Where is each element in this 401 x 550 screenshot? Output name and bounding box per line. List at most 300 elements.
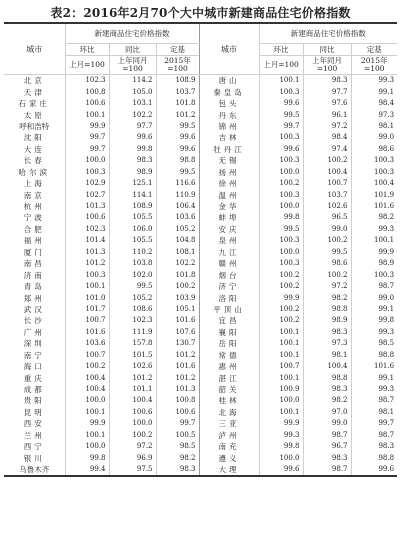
fixed-cell: 100.3	[351, 167, 397, 178]
mom-cell: 99.9	[65, 121, 109, 132]
mom-cell: 103.6	[65, 338, 109, 349]
table-row	[4, 201, 397, 212]
yoy-cell: 98.6	[303, 258, 351, 269]
city-cell: 泉州	[199, 235, 259, 246]
mom-cell: 100.3	[259, 132, 303, 143]
city-cell: 杭州	[23, 202, 45, 212]
table-row	[4, 441, 397, 452]
table-row	[4, 86, 397, 97]
city-cell: 宁波	[23, 213, 45, 223]
yoy-cell: 101.2	[109, 372, 156, 383]
mom-cell: 100.0	[259, 201, 303, 212]
city-cell: 石家庄	[18, 99, 50, 109]
fixed-cell: 98.1	[351, 407, 397, 418]
mom-cell: 99.8	[259, 212, 303, 223]
mom-cell: 99.9	[65, 418, 109, 429]
yoy-cell: 100.4	[303, 167, 351, 178]
yoy-cell: 98.3	[303, 327, 351, 338]
mom-base-header: 上月=100	[65, 56, 109, 75]
fixed-cell: 100.3	[351, 155, 397, 166]
city-cell: 昆明	[23, 407, 45, 417]
table-row	[4, 155, 397, 166]
table-row	[4, 418, 397, 429]
city-cell: 遵义	[199, 452, 259, 463]
fixed-cell: 130.7	[156, 338, 199, 349]
yoy-cell: 102.3	[109, 315, 156, 326]
fixed-cell: 98.6	[351, 144, 397, 155]
mom-cell: 100.1	[259, 75, 303, 87]
city-cell: 银川	[23, 453, 45, 463]
fixed-cell: 99.1	[351, 372, 397, 383]
city-cell: 兰州	[23, 430, 45, 440]
mom-cell: 100.1	[65, 281, 109, 292]
mom-cell: 99.7	[65, 144, 109, 155]
table-title: 表2：2016年2月70个大中城市新建商品住宅价格指数	[50, 6, 351, 20]
mom-cell: 100.2	[259, 269, 303, 280]
fixed-cell: 99.7	[156, 418, 199, 429]
table-row	[4, 189, 397, 200]
mom-cell: 100.6	[65, 212, 109, 223]
table-row	[4, 338, 397, 349]
table-row	[4, 212, 397, 223]
yoy-cell: 102.6	[109, 361, 156, 372]
fixed-cell: 99.3	[351, 224, 397, 235]
city-cell: 郑州	[23, 293, 45, 303]
fixed-header: 定基	[156, 44, 199, 56]
city-cell: 烟台	[199, 269, 259, 280]
yoy-cell: 105.2	[109, 292, 156, 303]
city-cell: 南昌	[23, 259, 45, 269]
yoy-cell: 100.0	[109, 418, 156, 429]
fixed-cell: 116.6	[156, 178, 199, 189]
fixed-cell: 101.2	[156, 350, 199, 361]
city-cell: 天津	[23, 87, 45, 97]
fixed-cell: 98.3	[156, 464, 199, 476]
city-cell: 岳阳	[199, 338, 259, 349]
mom-cell: 100.1	[259, 407, 303, 418]
city-cell: 广州	[23, 327, 45, 337]
city-cell: 合肥	[23, 224, 45, 234]
city-cell: 锦州	[199, 121, 259, 132]
mom-cell: 99.5	[259, 224, 303, 235]
city-cell: 三亚	[199, 418, 259, 429]
table-row	[4, 178, 397, 189]
table-row	[4, 430, 397, 441]
fixed-cell: 99.3	[351, 384, 397, 395]
fixed-cell: 98.7	[351, 395, 397, 406]
fixed-cell: 98.4	[351, 98, 397, 109]
yoy-cell: 100.7	[303, 178, 351, 189]
table-row	[4, 384, 397, 395]
fixed-cell: 101.6	[156, 361, 199, 372]
fixed-cell: 103.9	[156, 292, 199, 303]
mom-cell: 100.3	[65, 167, 109, 178]
table-row	[4, 235, 397, 246]
mom-cell: 100.0	[65, 155, 109, 166]
city-cell: 北京	[23, 76, 45, 86]
mom-cell: 100.0	[65, 395, 109, 406]
yoy-cell: 98.3	[303, 452, 351, 463]
yoy-cell: 98.4	[303, 132, 351, 143]
mom-header: 环比	[65, 44, 109, 56]
city-cell: 牡丹江	[199, 144, 259, 155]
city-cell: 西安	[23, 419, 45, 429]
city-cell: 泸州	[199, 430, 259, 441]
city-cell: 上海	[23, 179, 45, 189]
yoy-cell: 102.2	[109, 109, 156, 120]
yoy-cell: 100.2	[303, 155, 351, 166]
mom-cell: 102.9	[65, 178, 109, 189]
fixed-cell: 98.5	[351, 338, 397, 349]
mom-cell: 100.7	[65, 315, 109, 326]
table-row	[4, 315, 397, 326]
fixed-cell: 98.9	[351, 258, 397, 269]
mom-cell: 101.6	[65, 327, 109, 338]
table-row	[4, 395, 397, 406]
mom-cell: 100.3	[259, 235, 303, 246]
mom-cell: 99.7	[259, 121, 303, 132]
city-cell: 成都	[23, 385, 45, 395]
yoy-cell: 96.5	[303, 212, 351, 223]
mom-cell: 100.1	[259, 327, 303, 338]
city-cell: 哈尔滨	[18, 167, 50, 177]
mom-cell: 100.0	[65, 441, 109, 452]
mom-cell: 100.9	[259, 384, 303, 395]
table-row	[4, 121, 397, 132]
mom-cell: 99.5	[259, 109, 303, 120]
city-cell: 西宁	[23, 442, 45, 452]
mom-cell: 100.3	[259, 189, 303, 200]
city-cell: 秦皇岛	[199, 86, 259, 97]
yoy-cell: 99.0	[303, 418, 351, 429]
table-row	[4, 407, 397, 418]
city-cell: 福州	[23, 236, 45, 246]
yoy-cell: 100.2	[109, 430, 156, 441]
yoy-cell: 100.4	[109, 395, 156, 406]
mom-cell: 100.4	[65, 384, 109, 395]
mom-cell: 100.2	[259, 281, 303, 292]
mom-cell: 99.9	[259, 292, 303, 303]
table-row	[4, 98, 397, 109]
mom-cell: 100.0	[259, 452, 303, 463]
yoy-cell: 106.0	[109, 224, 156, 235]
mom-cell: 99.3	[259, 430, 303, 441]
mom-cell: 99.9	[259, 418, 303, 429]
fixed-cell: 99.6	[156, 144, 199, 155]
yoy-cell: 100.6	[109, 407, 156, 418]
city-cell: 洛阳	[199, 292, 259, 303]
yoy-cell: 96.7	[303, 441, 351, 452]
fixed-cell: 99.5	[156, 121, 199, 132]
fixed-cell: 100.5	[156, 430, 199, 441]
mom-cell: 100.7	[259, 361, 303, 372]
yoy-cell: 108.9	[109, 201, 156, 212]
mom-cell: 101.2	[65, 258, 109, 269]
table-row	[4, 167, 397, 178]
yoy-cell: 98.8	[303, 372, 351, 383]
fixed-cell: 99.8	[351, 315, 397, 326]
mom-cell: 101.3	[65, 247, 109, 258]
fixed-cell: 108.9	[156, 75, 199, 87]
city-cell: 温州	[199, 189, 259, 200]
yoy-cell: 97.6	[303, 98, 351, 109]
yoy-cell: 98.7	[303, 464, 351, 476]
fixed-cell: 100.8	[156, 395, 199, 406]
fixed-cell: 99.0	[351, 132, 397, 143]
fixed-cell: 97.3	[351, 109, 397, 120]
table-header	[4, 23, 397, 75]
yoy-cell: 99.8	[109, 144, 156, 155]
fixed-cell: 100.4	[351, 178, 397, 189]
yoy-cell: 98.8	[303, 304, 351, 315]
mom-cell: 101.7	[65, 304, 109, 315]
city-cell: 乌鲁木齐	[4, 464, 65, 476]
table-row	[4, 372, 397, 383]
mom-cell: 101.0	[65, 292, 109, 303]
fixed-cell: 101.2	[156, 372, 199, 383]
yoy-cell: 98.1	[303, 350, 351, 361]
price-index-table	[4, 22, 397, 477]
yoy-cell: 97.2	[109, 441, 156, 452]
mom-cell: 101.3	[65, 201, 109, 212]
city-cell: 长沙	[23, 316, 45, 326]
table-row	[4, 224, 397, 235]
yoy-cell: 103.7	[303, 189, 351, 200]
yoy-cell: 105.5	[109, 212, 156, 223]
city-column-header-right: 城市	[199, 23, 259, 75]
city-cell: 桂林	[199, 395, 259, 406]
index-group-header-left: 新建商品住宅价格指数	[65, 23, 199, 44]
city-cell: 太原	[23, 110, 45, 120]
mom-cell: 100.7	[65, 350, 109, 361]
city-cell: 深圳	[23, 339, 45, 349]
fixed-cell: 100.3	[351, 269, 397, 280]
mom-cell: 100.1	[65, 407, 109, 418]
fixed-cell: 100.1	[351, 235, 397, 246]
fixed-cell: 99.6	[156, 132, 199, 143]
yoy-cell: 103.8	[109, 258, 156, 269]
yoy-cell: 157.8	[109, 338, 156, 349]
city-cell: 南充	[199, 441, 259, 452]
mom-cell: 100.4	[65, 372, 109, 383]
city-cell: 长春	[23, 156, 45, 166]
yoy-cell: 100.4	[303, 361, 351, 372]
mom-cell: 99.6	[259, 144, 303, 155]
mom-cell: 100.6	[65, 98, 109, 109]
yoy-cell: 97.7	[303, 86, 351, 97]
table-row	[4, 304, 397, 315]
yoy-cell: 98.7	[303, 430, 351, 441]
yoy-cell: 100.2	[303, 269, 351, 280]
mom-cell: 102.3	[65, 75, 109, 87]
fixed-cell: 101.6	[351, 201, 397, 212]
mom-cell: 100.2	[259, 304, 303, 315]
yoy-cell: 105.5	[109, 235, 156, 246]
mom-cell: 100.3	[65, 269, 109, 280]
yoy-cell: 99.0	[303, 224, 351, 235]
mom-cell: 100.1	[65, 430, 109, 441]
mom-cell: 100.1	[259, 338, 303, 349]
fixed-cell: 101.6	[351, 361, 397, 372]
yoy-cell: 103.1	[109, 98, 156, 109]
yoy-cell: 97.2	[303, 121, 351, 132]
fixed-cell: 104.8	[156, 235, 199, 246]
city-cell: 厦门	[23, 247, 45, 257]
table-row	[4, 452, 397, 463]
city-cell: 安庆	[199, 224, 259, 235]
yoy-cell: 114.1	[109, 189, 156, 200]
mom-cell: 99.8	[65, 452, 109, 463]
fixed-cell: 103.7	[156, 86, 199, 97]
table-row	[4, 464, 397, 476]
fixed-cell: 106.4	[156, 201, 199, 212]
yoy-cell: 97.4	[303, 144, 351, 155]
city-cell: 宜昌	[199, 315, 259, 326]
table-row	[4, 247, 397, 258]
mom-base-header-right: 上月=100	[259, 56, 303, 75]
mom-cell: 102.7	[65, 189, 109, 200]
city-cell: 蚌埠	[199, 212, 259, 223]
fixed-cell: 98.5	[156, 441, 199, 452]
city-cell: 九江	[199, 247, 259, 258]
city-cell: 海口	[23, 362, 45, 372]
city-cell: 金华	[199, 201, 259, 212]
yoy-cell: 105.0	[109, 86, 156, 97]
city-cell: 武汉	[23, 304, 45, 314]
mom-cell: 100.2	[259, 315, 303, 326]
yoy-cell: 97.3	[303, 338, 351, 349]
table-row	[4, 361, 397, 372]
city-cell: 韶关	[199, 384, 259, 395]
mom-cell: 99.7	[65, 132, 109, 143]
fixed-base-header-right: 2015年=100	[351, 56, 397, 75]
yoy-cell: 102.0	[109, 269, 156, 280]
yoy-cell: 98.2	[303, 395, 351, 406]
city-cell: 南宁	[23, 350, 45, 360]
table-body	[4, 75, 397, 477]
yoy-cell: 111.9	[109, 327, 156, 338]
city-cell: 呼和浩特	[19, 121, 50, 131]
fixed-cell: 110.9	[156, 189, 199, 200]
fixed-cell: 98.8	[351, 350, 397, 361]
city-cell: 北海	[199, 407, 259, 418]
yoy-cell: 108.6	[109, 304, 156, 315]
city-cell: 贵阳	[23, 396, 45, 406]
city-cell: 惠州	[199, 361, 259, 372]
fixed-cell: 98.8	[351, 452, 397, 463]
city-cell: 沈阳	[23, 133, 45, 143]
city-cell: 平顶山	[199, 304, 259, 315]
yoy-cell: 97.0	[303, 407, 351, 418]
yoy-cell: 98.9	[303, 315, 351, 326]
yoy-header: 同比	[109, 44, 156, 56]
city-cell: 湛江	[199, 372, 259, 383]
fixed-cell: 101.8	[156, 98, 199, 109]
fixed-cell: 101.9	[351, 189, 397, 200]
mom-cell: 99.6	[259, 464, 303, 476]
mom-cell: 101.4	[65, 235, 109, 246]
fixed-cell: 101.6	[156, 315, 199, 326]
mom-cell: 100.8	[65, 86, 109, 97]
fixed-cell: 99.9	[351, 247, 397, 258]
mom-cell: 100.2	[259, 178, 303, 189]
yoy-cell: 99.6	[109, 132, 156, 143]
fixed-cell: 99.5	[156, 167, 199, 178]
mom-cell: 99.6	[259, 98, 303, 109]
yoy-cell: 102.6	[303, 201, 351, 212]
yoy-cell: 98.9	[109, 167, 156, 178]
mom-cell: 102.3	[65, 224, 109, 235]
mom-cell: 100.2	[65, 361, 109, 372]
city-cell: 济宁	[199, 281, 259, 292]
table-row	[4, 109, 397, 120]
yoy-cell: 96.9	[109, 452, 156, 463]
yoy-cell: 98.2	[303, 292, 351, 303]
yoy-cell: 97.7	[109, 121, 156, 132]
city-cell: 吉林	[199, 132, 259, 143]
table-row	[4, 281, 397, 292]
mom-cell: 100.0	[259, 247, 303, 258]
fixed-cell: 98.2	[156, 452, 199, 463]
table-row	[4, 75, 397, 87]
fixed-cell: 98.7	[351, 281, 397, 292]
fixed-cell: 107.6	[156, 327, 199, 338]
yoy-cell: 99.5	[109, 281, 156, 292]
table-row	[4, 269, 397, 280]
city-cell: 南京	[23, 190, 45, 200]
table-row	[4, 132, 397, 143]
fixed-cell: 98.2	[351, 212, 397, 223]
mom-cell: 100.0	[259, 167, 303, 178]
table-row	[4, 350, 397, 361]
yoy-cell: 97.5	[109, 464, 156, 476]
city-cell: 徐州	[199, 178, 259, 189]
fixed-cell: 99.7	[351, 418, 397, 429]
fixed-cell: 105.1	[156, 304, 199, 315]
mom-cell: 100.1	[259, 350, 303, 361]
yoy-cell: 100.2	[303, 235, 351, 246]
city-cell: 唐山	[199, 75, 259, 87]
city-cell: 赣州	[199, 258, 259, 269]
table-row	[4, 292, 397, 303]
table-row	[4, 258, 397, 269]
yoy-cell: 98.3	[303, 384, 351, 395]
fixed-cell: 105.2	[156, 224, 199, 235]
yoy-cell: 110.2	[109, 247, 156, 258]
fixed-cell: 101.2	[156, 109, 199, 120]
fixed-cell: 101.3	[156, 384, 199, 395]
mom-cell: 100.1	[65, 109, 109, 120]
yoy-cell: 101.1	[109, 384, 156, 395]
fixed-cell: 101.8	[156, 269, 199, 280]
mom-cell: 100.1	[259, 372, 303, 383]
yoy-base-header: 上年同月=100	[109, 56, 156, 75]
city-cell: 丹东	[199, 109, 259, 120]
mom-cell: 99.8	[259, 441, 303, 452]
yoy-cell: 98.3	[303, 75, 351, 87]
yoy-base-header-right: 上年同月=100	[303, 56, 351, 75]
fixed-cell: 108.1	[156, 247, 199, 258]
fixed-cell: 103.6	[156, 212, 199, 223]
fixed-cell: 100.6	[156, 407, 199, 418]
city-cell: 青岛	[23, 282, 45, 292]
yoy-cell: 99.5	[303, 247, 351, 258]
city-cell: 扬州	[199, 167, 259, 178]
mom-cell: 99.4	[65, 464, 109, 476]
yoy-cell: 114.2	[109, 75, 156, 87]
mom-cell: 100.3	[259, 258, 303, 269]
city-cell: 大连	[23, 144, 45, 154]
